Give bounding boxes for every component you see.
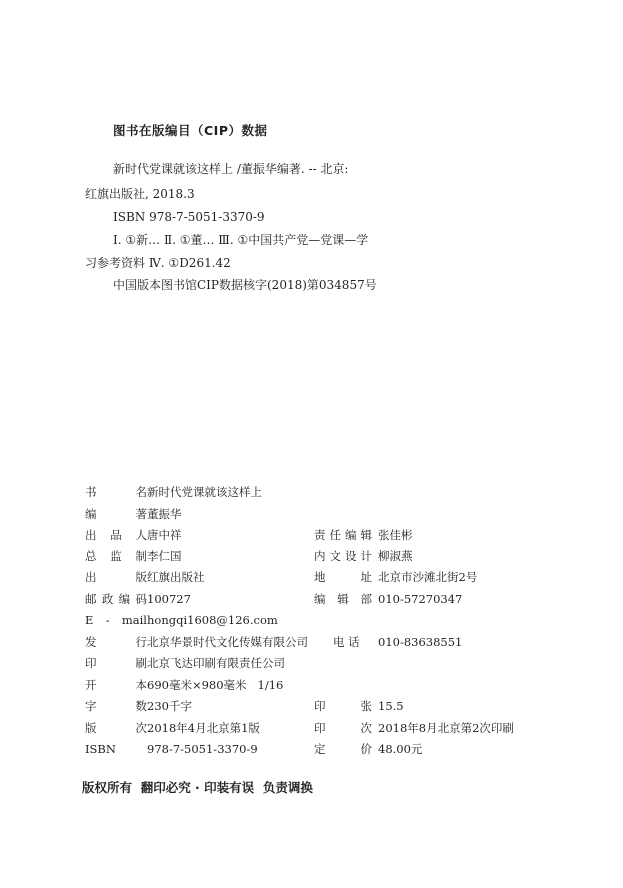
- edition-value: 2018年4月北京第1版: [147, 721, 260, 735]
- impression-label: 印 次: [314, 721, 372, 735]
- editorial-dept-phone: 010-57270347: [378, 592, 463, 606]
- cip-line-classification: 习参考资料 Ⅳ. ①D261.42: [85, 256, 231, 270]
- address-label: 地 址: [314, 570, 372, 584]
- isbn-label: ISBN: [85, 742, 116, 756]
- isbn-value: 978-7-5051-3370-9: [147, 742, 258, 756]
- format-value: 690毫米×980毫米 1/16: [147, 678, 284, 692]
- author-value: 董振华: [147, 507, 182, 521]
- phone-label: 电 话: [333, 635, 360, 649]
- cip-line-isbn: ISBN 978-7-5051-3370-9: [113, 210, 265, 224]
- publisher-label: 出 版: [85, 570, 147, 584]
- distribution-value: 北京华景时代文化传媒有限公司: [147, 635, 308, 649]
- cip-line-publisher-year: 红旗出版社, 2018.3: [85, 187, 195, 201]
- format-label: 开 本: [85, 678, 147, 692]
- sheets-label: 印 张: [314, 699, 372, 713]
- distribution-label: 发 行: [85, 635, 147, 649]
- email-value: hongqi1608@126.com: [147, 613, 278, 627]
- price-label: 定 价: [314, 742, 372, 756]
- address-value: 北京市沙滩北街2号: [378, 570, 478, 584]
- price-value: 48.00元: [378, 742, 423, 756]
- word-count-label: 字 数: [85, 699, 147, 713]
- email-label: E - mail: [85, 613, 147, 627]
- cip-line-subjects: Ⅰ. ①新… Ⅱ. ①董… Ⅲ. ①中国共产党—党课—学: [113, 233, 369, 247]
- sheets-value: 15.5: [378, 699, 404, 713]
- supervisor-label: 总 监 制: [85, 549, 147, 563]
- editorial-dept-label: 编 辑 部: [314, 592, 372, 606]
- design-value: 柳淑燕: [378, 549, 413, 563]
- phone-value: 010-83638551: [378, 635, 463, 649]
- editor-label: 责 任 编 辑: [314, 528, 372, 542]
- producer-value: 唐中祥: [147, 528, 182, 542]
- book-name-value: 新时代党课就该这样上: [147, 485, 262, 499]
- postcode-value: 100727: [147, 592, 191, 606]
- printing-label: 印 刷: [85, 656, 147, 670]
- cip-title: 图书在版编目（CIP）数据: [113, 123, 268, 138]
- copyright-notice: 版权所有 翻印必究 · 印装有误 负责调换: [82, 780, 313, 795]
- cip-line-title-author: 新时代党课就该这样上 /董振华编著. -- 北京:: [113, 162, 349, 176]
- supervisor-value: 李仁国: [147, 549, 182, 563]
- printing-value: 北京飞达印刷有限责任公司: [147, 656, 285, 670]
- book-name-label: 书 名: [85, 485, 147, 499]
- impression-value: 2018年8月北京第2次印刷: [378, 721, 514, 735]
- word-count-value: 230千字: [147, 699, 192, 713]
- editor-value: 张佳彬: [378, 528, 413, 542]
- author-label: 编 著: [85, 507, 147, 521]
- publisher-value: 红旗出版社: [147, 570, 205, 584]
- postcode-label: 邮 政 编 码: [85, 592, 147, 606]
- edition-label: 版 次: [85, 721, 147, 735]
- design-label: 内 文 设 计: [314, 549, 372, 563]
- producer-label: 出 品 人: [85, 528, 147, 542]
- cip-line-record-number: 中国版本图书馆CIP数据核字(2018)第034857号: [113, 278, 377, 292]
